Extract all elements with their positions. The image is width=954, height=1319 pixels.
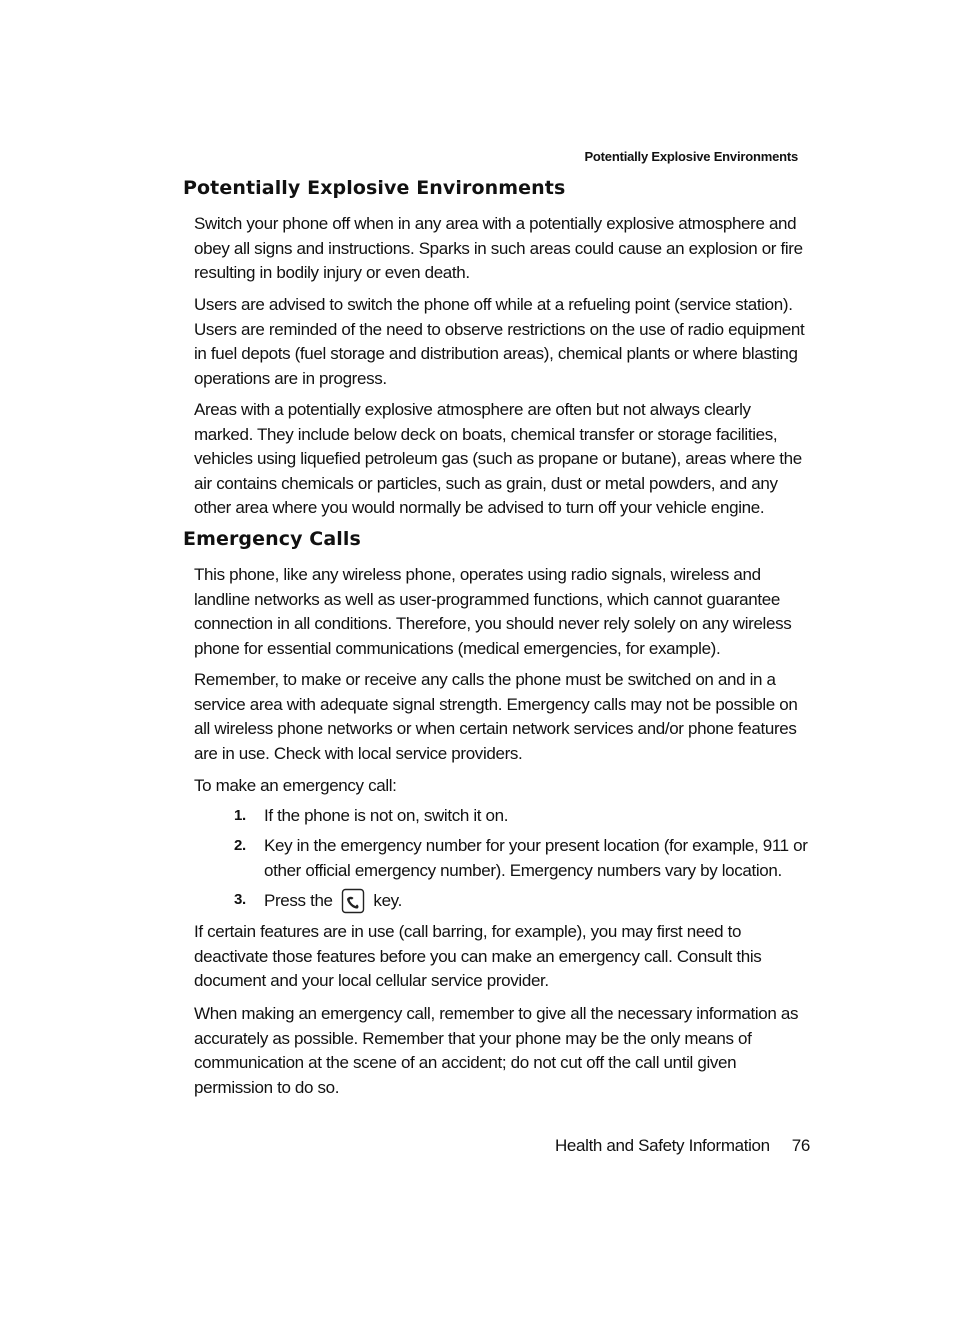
step-number: 3.	[234, 891, 246, 908]
paragraph: Users are advised to switch the phone off while at a refueling point (service station). Users are reminded of the need to observe restrictions on the use of radio equipment in fuel depots (fuel storage and distribution areas), chemical plants or where blasting operations are in progress.	[194, 295, 805, 388]
section-heading-emergency: Emergency Calls	[183, 528, 361, 550]
section-heading-explosive: Potentially Explosive Environments	[183, 177, 566, 199]
step-text: If the phone is not on, switch it on.	[264, 806, 509, 825]
paragraph: Areas with a potentially explosive atmosphere are often but not always clearly marked. They include below deck on boats, chemical transfer or storage facilities, vehicles using liquefied petroleum gas (such as propane or butane), areas where the air contains chemicals or particles, such as grain, dust or metal powders, and any other area where you would normally be advised to turn off your vehicle engine.	[194, 400, 802, 518]
paragraph: When making an emergency call, remember to give all the necessary information as accurately as possible. Remember that your phone may be the only means of communication at the scene of an accident; do not cut off the call until given permission to do so.	[194, 1004, 799, 1097]
step-number: 2.	[234, 837, 246, 854]
paragraph: This phone, like any wireless phone, operates using radio signals, wireless and landline networks as well as user-programmed functions, which cannot guarantee connection in all conditions. Therefore, you should never rely solely on any wireless phone for essential communications (medical emergencies, for example).	[194, 565, 792, 658]
paragraph: Switch your phone off when in any area with a potentially explosive atmosphere and obey all signs and instructions. Sparks in such areas could cause an explosion or fire resulting in bodily injury or even death.	[194, 214, 803, 283]
list-item	[234, 804, 809, 829]
step-text: Key in the emergency number for your present location (for example, 911 or other official emergency number). Emergency numbers vary by location.	[264, 836, 808, 880]
paragraph: To make an emergency call:	[194, 776, 397, 795]
send-key-icon	[341, 888, 365, 914]
step-number: 1.	[234, 807, 246, 824]
step-text-after: key.	[373, 891, 402, 910]
step-text-before: Press the	[264, 891, 333, 910]
running-head: Potentially Explosive Environments	[584, 149, 798, 164]
page-number: 76	[791, 1136, 810, 1155]
list-item	[234, 834, 809, 883]
footer-section-title: Health and Safety Information	[555, 1136, 770, 1155]
paragraph: Remember, to make or receive any calls the phone must be switched on and in a service area with adequate signal strength. Emergency calls may not be possible on all wireless phone networks or when certain network services and/or phone features are in use. Check with local service providers.	[194, 670, 798, 763]
page-footer	[555, 1136, 810, 1156]
list-item	[234, 888, 809, 914]
paragraph: If certain features are in use (call barring, for example), you may first need to deactivate those features before you can make an emergency call. Consult this document and your local cellular service provider.	[194, 922, 762, 991]
step-text	[264, 888, 809, 914]
